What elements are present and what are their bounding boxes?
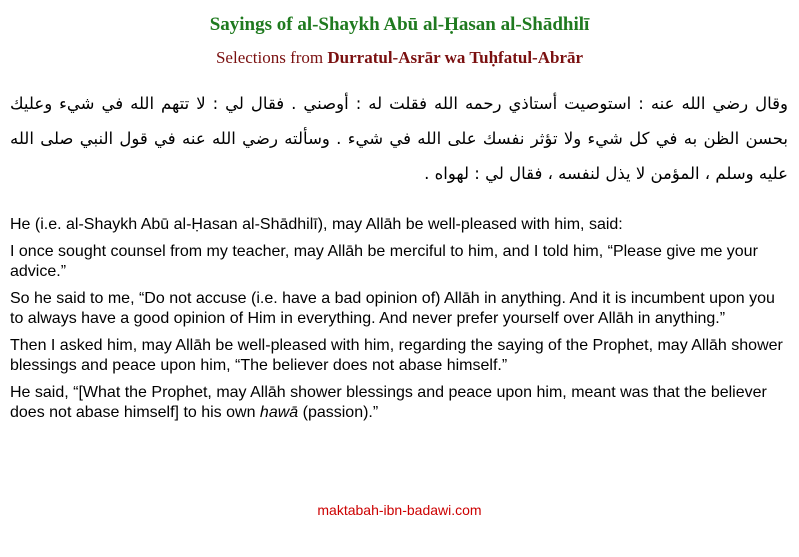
translation-paragraph-4: Then I asked him, may Allāh be well-pleased with him, regarding the saying of the Prophet, may Allāh shower blessings and peace upon him, “The believer does not abase himself.” bbox=[10, 337, 783, 374]
arabic-passage: وقال رضي الله عنه : استوصيت أستاذي رحمه الله فقلت له : أوصني . فقال لي : لا تتهم الله في شيء وعليك بحسن الظن به في كل شيء ولا تؤثر نفسك على الله في شيء . وسألته رضي الله عنه في قول النبي صلى الله عليه وسلم ، المؤمن لا يذل لنفسه ، فقال لي : لهواه . bbox=[10, 94, 788, 183]
english-translation bbox=[10, 215, 790, 430]
translation-paragraph-3: So he said to me, “Do not accuse (i.e. have a bad opinion of) Allāh in anything. And it is incumbent upon you to always have a good opinion of Him in everything. And never prefer yourself over Allāh in anything.” bbox=[10, 290, 775, 327]
page-title: Sayings of al-Shaykh Abū al-Ḥasan al-Shādhilī bbox=[209, 14, 590, 35]
page-subtitle bbox=[0, 46, 799, 70]
book-title: Durratul-Asrār wa Tuḥfatul-Abrār bbox=[327, 48, 584, 67]
paragraph-5-text-after: (passion).” bbox=[298, 404, 379, 421]
translation-paragraph-2: I once sought counsel from my teacher, may Allāh be merciful to him, and I told him, “Please give me your advice.” bbox=[10, 243, 758, 280]
subtitle-prefix: Selections from bbox=[215, 48, 328, 67]
paragraph-5-text-before: He said, “[What the Prophet, may Allāh shower blessings and peace upon him, meant was that the believer does not abase himself] to his own bbox=[10, 384, 767, 421]
hawa-term: hawā bbox=[259, 404, 299, 421]
translation-paragraph-5 bbox=[10, 383, 790, 423]
translation-paragraph-1: He (i.e. al-Shaykh Abū al-Ḥasan al-Shādhilī), may Allāh be well-pleased with him, said: bbox=[10, 216, 623, 233]
footer-website: maktabah-ibn-badawi.com bbox=[317, 502, 482, 518]
